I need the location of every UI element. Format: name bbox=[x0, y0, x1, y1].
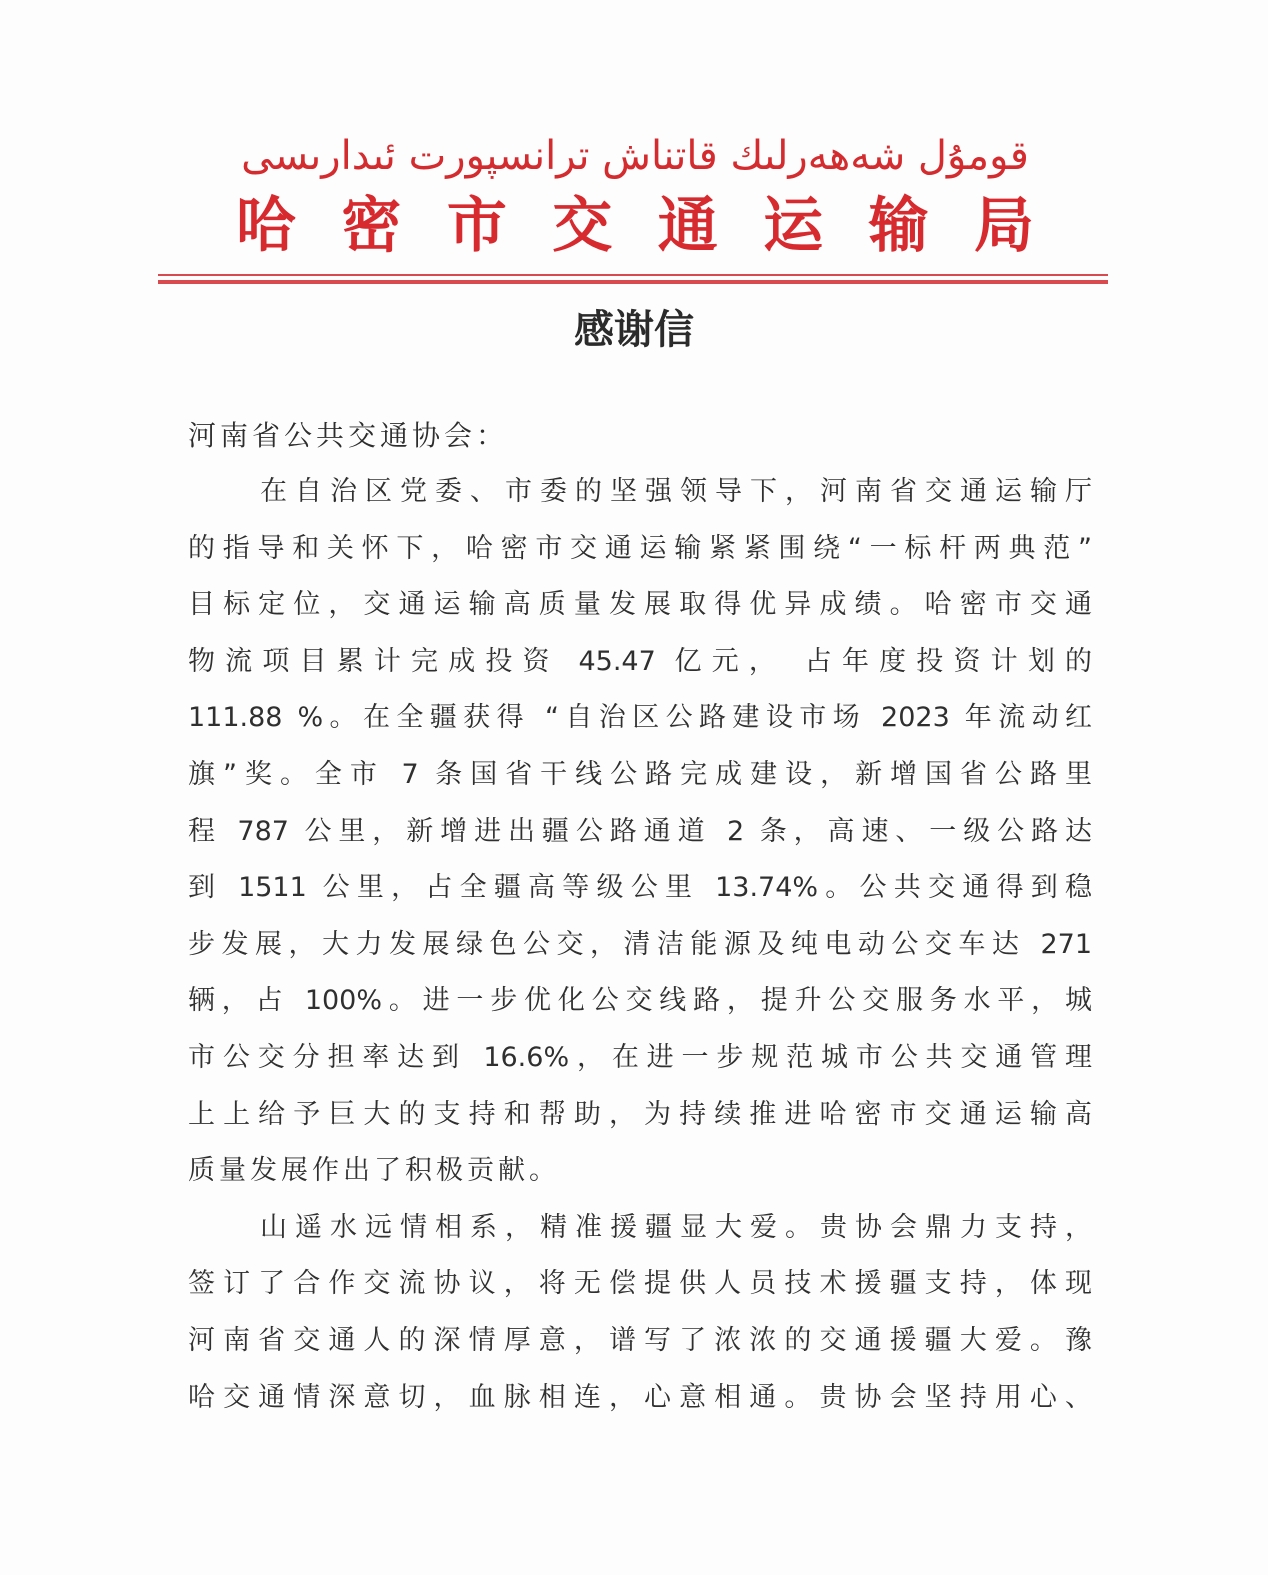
body-line: 市公交分担率达到 16.6%，在进一步规范城市公共交通管理 bbox=[188, 1041, 1092, 1073]
body-line: 到 1511 公里，占全疆高等级公里 13.74%。公共交通得到稳 bbox=[188, 872, 1092, 904]
document-title: 感谢信 bbox=[574, 307, 694, 353]
letterhead-char: 输 bbox=[868, 191, 929, 261]
body-line: 签订了合作交流协议，将无偿提供人员技术援疆支持，体现 bbox=[188, 1268, 1092, 1300]
letter-body bbox=[188, 464, 1092, 1426]
body-line: 物流项目累计完成投资 45.47 亿元， 占年度投资计划的 bbox=[188, 645, 1092, 677]
letterhead-char: 通 bbox=[657, 191, 718, 261]
letterhead-divider-thin bbox=[158, 274, 1108, 276]
letterhead-char: 密 bbox=[341, 191, 402, 261]
letterhead-char: 局 bbox=[973, 191, 1034, 261]
body-line: 河南省交通人的深情厚意，谱写了浓浓的交通援疆大爱。豫 bbox=[188, 1324, 1092, 1356]
body-line: 111.88 %。在全疆获得 “自治区公路建设市场 2023 年流动红 bbox=[188, 702, 1092, 734]
letterhead-char: 市 bbox=[446, 191, 507, 261]
body-line: 哈交通情深意切，血脉相连，心意相通。贵协会坚持用心、 bbox=[188, 1381, 1092, 1413]
letterhead-uyghur-name: قومۇل شەھەرلىك قاتناش ترانسپورت ئىدارىسى bbox=[241, 133, 1029, 179]
body-line: 辆，占 100%。进一步优化公交线路，提升公交服务水平，城 bbox=[188, 985, 1092, 1017]
body-line: 在自治区党委、市委的坚强领导下，河南省交通运输厅 bbox=[260, 476, 1092, 507]
body-line: 质量发展作出了积极贡献。 bbox=[188, 1155, 560, 1187]
body-line: 的指导和关怀下，哈密市交通运输紧紧围绕“一标杆两典范” bbox=[188, 532, 1092, 564]
body-line: 目标定位，交通运输高质量发展取得优异成绩。哈密市交通 bbox=[188, 589, 1092, 621]
body-line: 上上给予巨大的支持和帮助，为持续推进哈密市交通运输高 bbox=[188, 1098, 1092, 1130]
letterhead-char: 运 bbox=[763, 191, 824, 261]
salutation: 河南省公共交通协会： bbox=[188, 419, 509, 452]
body-line: 旗”奖。全市 7 条国省干线公路完成建设，新增国省公路里 bbox=[188, 758, 1092, 790]
body-line: 山遥水远情相系，精准援疆显大爱。贵协会鼎力支持， bbox=[260, 1211, 1092, 1243]
letterhead-char: 哈 bbox=[236, 191, 296, 261]
letterhead-chinese-name bbox=[232, 190, 1038, 262]
body-line: 步发展，大力发展绿色公交，清洁能源及纯电动公交车达 271 bbox=[188, 928, 1092, 960]
letterhead-char: 交 bbox=[552, 191, 613, 261]
body-line: 程 787 公里，新增进出疆公路通道 2 条，高速、一级公路达 bbox=[188, 815, 1092, 847]
letterhead-divider-thick bbox=[158, 280, 1108, 284]
